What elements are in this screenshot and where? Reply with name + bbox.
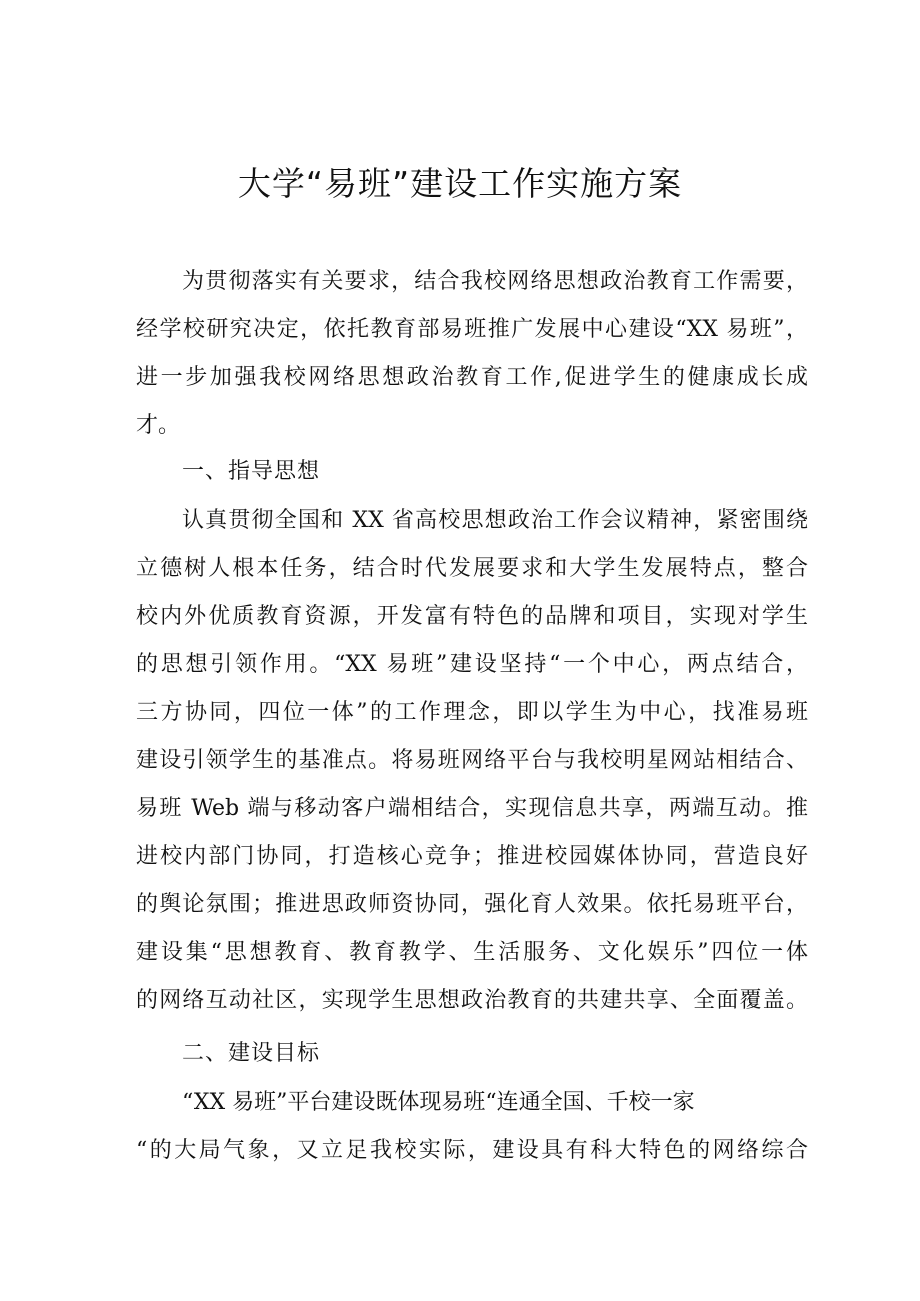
intro-line: 进一步加强我校网络思想政治教育工作,促进学生的健康成长成: [136, 365, 808, 390]
section1-line: 的思想引领作用。“XX 易班”建设坚持“一个中心，两点结合，: [136, 652, 808, 677]
intro-line: 为贯彻落实有关要求，结合我校网络思想政治教育工作需要，: [182, 269, 808, 294]
section2-line: “的大局气象，又立足我校实际，建设具有科大特色的网络综合: [136, 1138, 808, 1163]
section1-line: 校内外优质教育资源，开发富有特色的品牌和项目，实现对学生: [136, 604, 808, 629]
document-title: 大学“易班”建设工作实施方案: [237, 164, 683, 203]
section1-paragraph: [136, 497, 808, 1025]
section1-line: 易班 Web 端与移动客户端相结合，实现信息共享，两端互动。推: [136, 796, 808, 821]
section1-line: 立德树人根本任务，结合时代发展要求和大学生发展特点，整合: [136, 556, 808, 581]
section1-line: 进校内部门协同，打造核心竞争；推进校园媒体协同，营造良好: [136, 844, 808, 869]
section2-paragraph: [136, 1079, 808, 1175]
intro-paragraph: [136, 258, 808, 450]
intro-line: 经学校研究决定，依托教育部易班推广发展中心建设“XX 易班”，: [136, 317, 808, 342]
section2-line: “XX 易班”平台建设既体现易班“连通全国、千校一家: [182, 1090, 695, 1115]
section1-line: 建设集“思想教育、教育教学、生活服务、文化娱乐”四位一体: [136, 940, 808, 965]
section-heading-construction-goals: 二、建设目标: [182, 1041, 321, 1066]
section1-line: 三方协同，四位一体”的工作理念，即以学生为中心，找准易班: [136, 700, 808, 725]
section1-line: 建设引领学生的基准点。将易班网络平台与我校明星网站相结合、: [136, 748, 808, 773]
section1-line: 的舆论氛围；推进思政师资协同，强化育人效果。依托易班平台，: [136, 892, 808, 917]
section-heading-guiding-ideology: 一、指导思想: [182, 459, 321, 484]
section1-line: 的网络互动社区，实现学生思想政治教育的共建共享、全面覆盖。: [136, 988, 808, 1013]
intro-line: 才。: [136, 413, 181, 438]
section1-line: 认真贯彻全国和 XX 省高校思想政治工作会议精神，紧密围绕: [182, 508, 808, 533]
